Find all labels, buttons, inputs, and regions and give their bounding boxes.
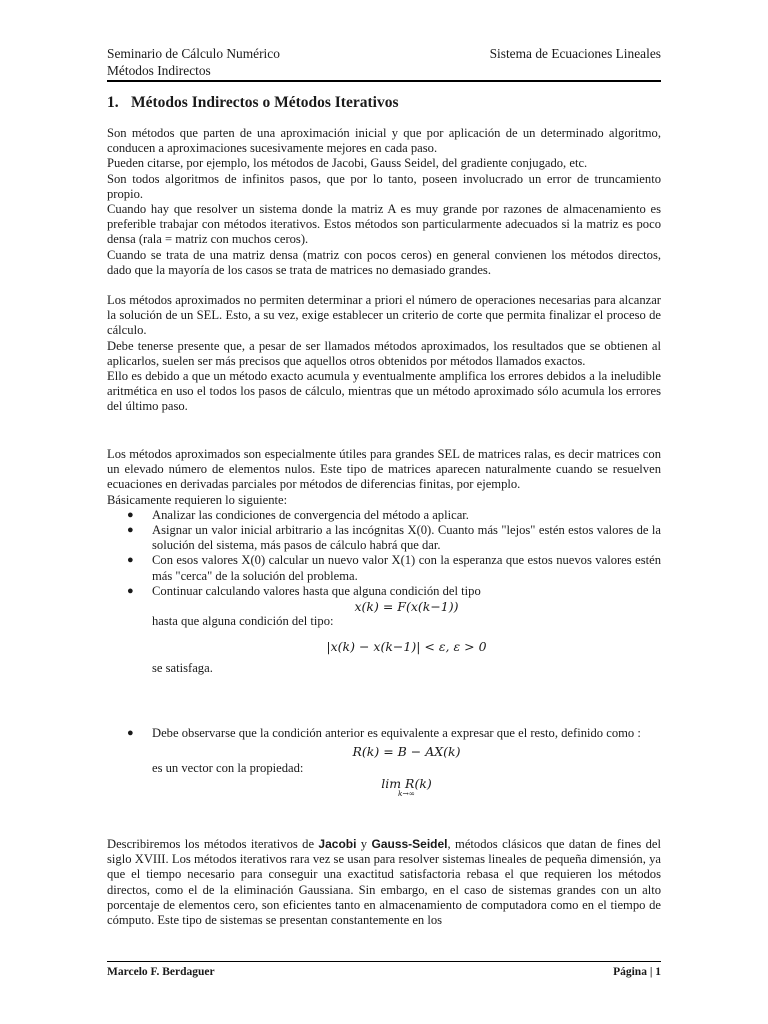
list-item: ● Continuar calculando valores hasta que alguna condición del tipo x(k) = F(x(k−1)) hasta que alguna condición del tipo: |x(k) − x(k−1)| < ε, ε > 0 se satisfaga. [107,584,661,676]
intro-block [107,126,661,278]
paragraph: Cuando hay que resolver un sistema donde la matriz A es muy grande por razones de almacenamiento es preferible trabajar con métodos iterativos. Estos métodos son particularmente adecuados si la matriz es poco densa (rala = matriz con muchos ceros). [107,202,661,247]
stop-criterion-formula: |x(k) − x(k−1)| < ε, ε > 0 [326,639,487,655]
header-topic: Métodos Indirectos [107,63,211,78]
bullet-icon: ● [127,727,134,739]
header-chapter: Sistema de Ecuaciones Lineales [489,46,661,61]
iteration-formula: x(k) = F(x(k−1)) [354,599,459,615]
residual-block [107,726,661,799]
bullet-icon: ● [127,524,134,537]
sparse-block [107,447,661,676]
residual-formula: R(k) = B − AX(k) [352,744,461,760]
paragraph: Los métodos aproximados son especialmente útiles para grandes SEL de matrices ralas, es decir matrices con un elevado número de elementos nulos. Este tipo de matrices aparecen naturalmente cuando se resuelven ecuaciones en derivadas parciales por métodos de diferencias finitas, por ejemplo. [107,447,661,492]
formula-caption: es un vector con la propiedad: [152,761,304,776]
bullet-icon: ● [127,554,134,567]
paragraph: Pueden citarse, por ejemplo, los métodos de Jacobi, Gauss Seidel, del gradiente conjugado, etc. [107,156,588,171]
paragraph: Son métodos que parten de una aproximación inicial y que por aplicación de un determinado algoritmo, conducen a aproximaciones sucesivamente mejores en cada paso. [107,126,661,156]
header-course: Seminario de Cálculo Numérico [107,46,280,61]
closing-block [107,837,661,928]
limit-formula: lim R(k) k→∞ [381,775,432,798]
page-footer [107,966,661,978]
page-number: Página | 1 [613,966,661,978]
requirements-list [107,508,661,676]
bullet-icon: ● [127,508,134,521]
paragraph: Los métodos aproximados no permiten determinar a priori el número de operaciones necesarias para alcanzar la solución de un SEL. Esto, a su vez, exige establecer un criterio de corte que permita finalizar el proceso de cálculo. [107,293,661,338]
bullet-icon: ● [127,584,134,597]
paragraph: Cuando se trata de una matriz densa (matriz con pocos ceros) en general convienen los métodos directos, dado que la mayoría de los casos se trata de matrices no demasiado grandes. [107,247,661,277]
page-header [107,45,661,79]
jacobi-term: Jacobi [318,837,357,851]
paragraph: Son todos algoritmos de infinitos pasos, que por lo tanto, poseen involucrado un error de truncamiento propio. [107,171,661,201]
paragraph: Debe tenerse presente que, a pesar de ser llamados métodos aproximados, los resultados que se obtienen al aplicarlos, suelen ser más precisos que aquellos otros obtenidos por métodos llamados exactos. [107,338,661,368]
paragraph: Ello es debido a que un método exacto acumula y eventualmente amplifica los errores debidos a la ineludible aritmética en uso el todos los pasos de cálculo, mientras que un método aproximado sólo acumula los errores del último paso. [107,369,661,414]
list-item: ● Asignar un valor inicial arbitrario a las incógnitas X(0). Cuanto más "lejos" estén estos valores de la solución del sistema, más pasos de cálculo habrá que dar. [127,523,661,553]
residual-list [107,726,661,799]
section-heading [107,94,398,112]
formula-caption: se satisfaga. [152,660,213,675]
formula-caption: hasta que alguna condición del tipo: [152,614,334,629]
section-number: 1. [107,94,119,111]
list-item: ● Analizar las condiciones de convergencia del método a aplicar. [127,507,469,522]
gauss-seidel-term: Gauss-Seidel [371,837,448,851]
paragraph: Describiremos los métodos iterativos de Jacobi y Gauss-Seidel, métodos clásicos que datan de fines del siglo XVIII. Los métodos iterativos rara vez se usan para resolver sistemas lineales de pequeña dimensión, ya que el tiempo necesario para conseguir una exactitud satisfactoria rebasa el que requieren los métodos directos, como el de la eliminación Gaussiana. Sin embargo, en el caso de sistemas grandes con un alto porcentaje de elementos cero, son eficientes tanto en almacenamiento de computadora como en el tiempo de cómputo. Este tipo de sistemas se presentan constantemente en los [107,837,662,928]
footer-rule [107,961,661,962]
header-rule [107,80,661,82]
list-item: ● Con esos valores X(0) calcular un nuevo valor X(1) con la esperanza que estos nuevos valores estén más "cerca" de la solución del problema. [127,553,661,583]
section-title: Métodos Indirectos o Métodos Iterativos [131,94,399,111]
requirements-intro: Básicamente requieren lo siguiente: [107,492,288,507]
list-item: ● Debe observarse que la condición anterior es equivalente a expresar que el resto, definido como : R(k) = B − AX(k) es un vector con la propiedad: lim R(k) k→∞ [107,726,661,799]
footer-author: Marcelo F. Berdaguer [107,966,215,978]
approx-block [107,293,661,415]
